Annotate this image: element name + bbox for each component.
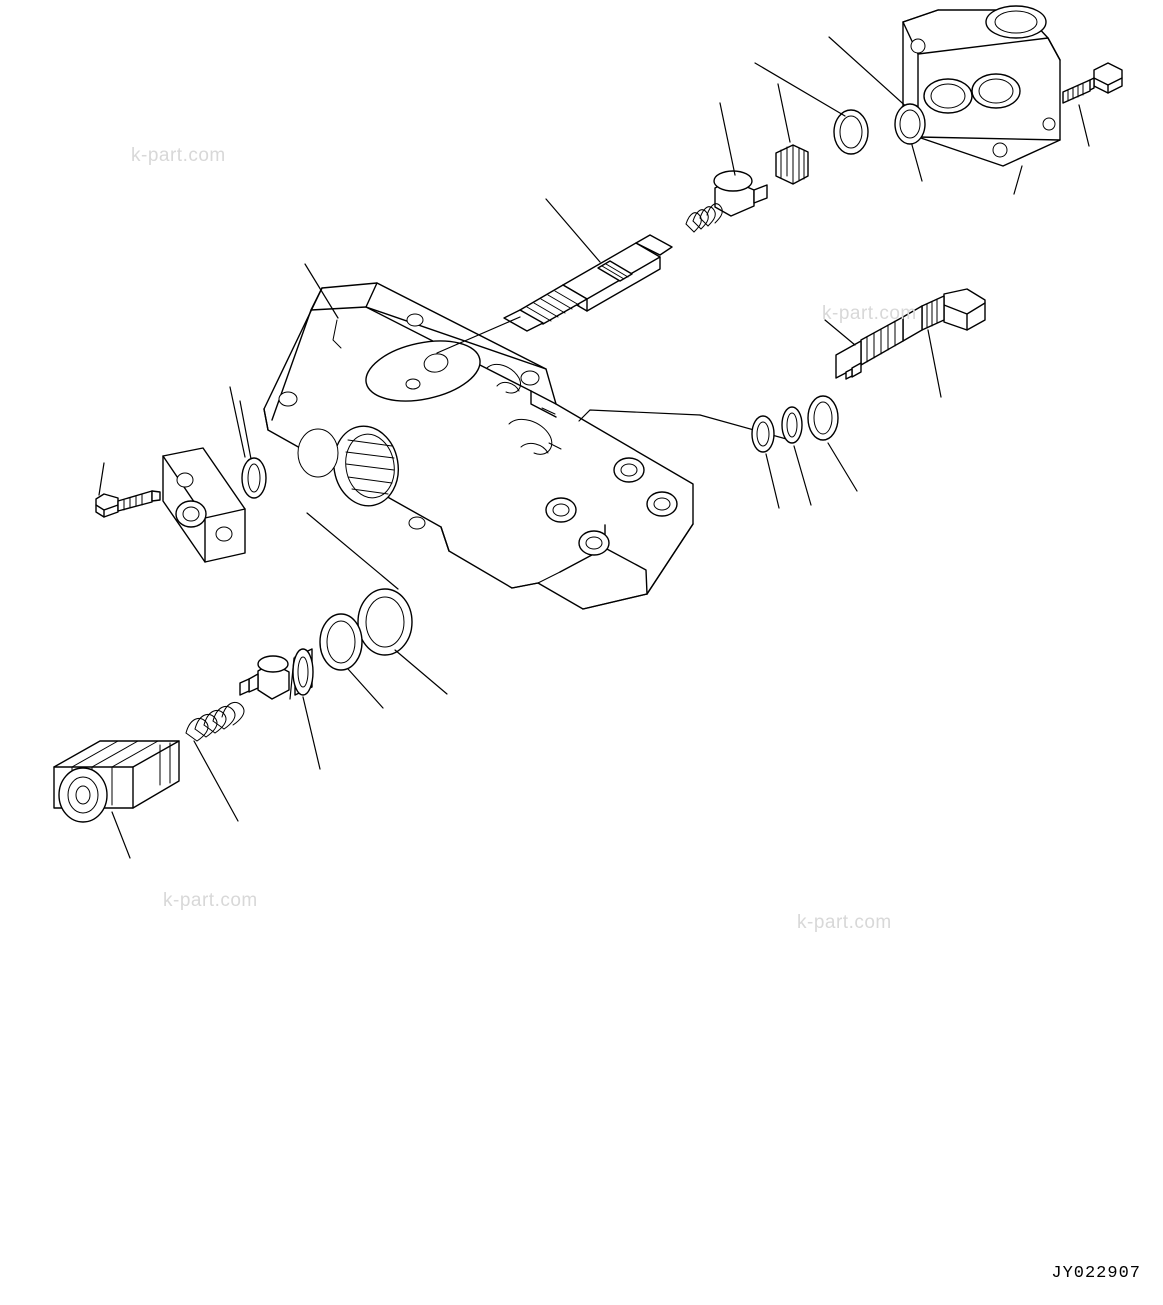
o-ring-bottom-medium	[320, 614, 362, 670]
o-ring-top-1	[834, 110, 868, 154]
watermark-3: k-part.com	[163, 890, 258, 911]
figure-code: JY022907	[1051, 1264, 1141, 1283]
watermark-2: k-part.com	[822, 303, 917, 324]
hex-bolt-upper-right	[1063, 63, 1122, 103]
spool-rod-top	[504, 235, 672, 331]
top-port-block	[903, 6, 1060, 166]
o-ring-right-medium	[782, 407, 802, 443]
o-ring-top-2	[895, 104, 925, 144]
socket-bolt-left	[96, 491, 160, 517]
o-ring-bottom-large	[358, 589, 412, 655]
threaded-cap-nut	[54, 741, 179, 822]
compression-spring-bottom	[186, 702, 244, 741]
seat-washer-bottom	[293, 649, 313, 695]
o-ring-left	[242, 458, 266, 498]
poppet-bottom	[240, 656, 289, 699]
spring-guide-sleeve-top	[776, 145, 808, 184]
o-ring-right-large	[808, 396, 838, 440]
valve-body-housing	[264, 283, 693, 609]
watermark-1: k-part.com	[131, 145, 226, 166]
o-ring-right-small	[752, 416, 774, 452]
side-cover-flange	[163, 448, 245, 562]
watermark-4: k-part.com	[797, 912, 892, 933]
